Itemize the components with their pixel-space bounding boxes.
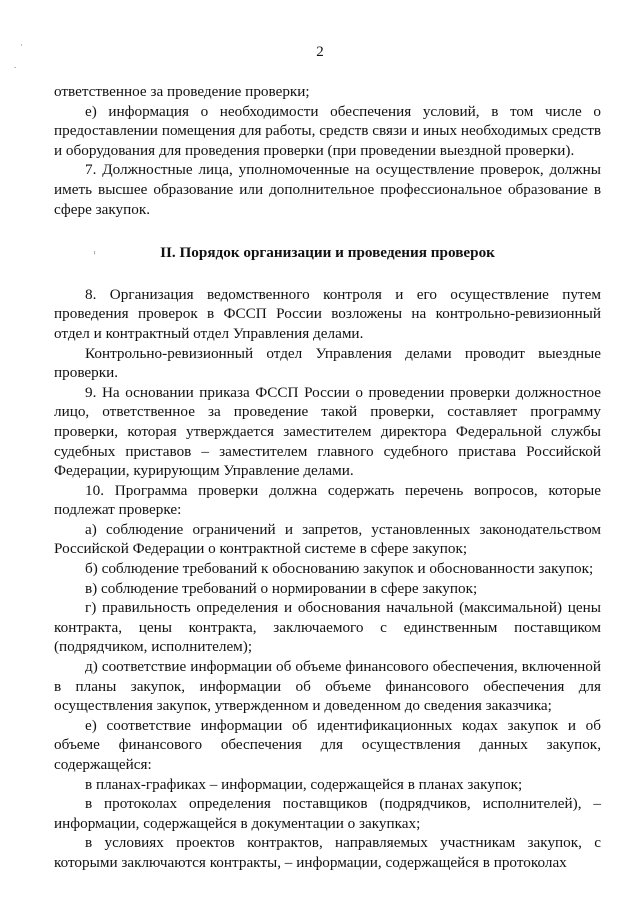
paragraph: 9. На основании приказа ФССП России о проведении проверки должностное лицо, ответственное за проведение такой проверки, составляет программу проверки, которая утверждается заместителем директора Федеральной службы судебных приставов – заместителем главного судебного пристава Российской Федерации, курирующим Управление делами. [54,383,601,480]
scan-artifact-mark: · [20,40,23,50]
scan-artifact-mark: . [14,60,17,70]
scan-artifact-mark: ⸯ [92,252,98,262]
page-number: 2 [316,44,324,60]
paragraph: ответственное за проведение проверки; [54,83,310,100]
paragraph: е) соответствие информации об идентификационных кодах закупок и об объеме финансового обеспечения для осуществления данных закупок, содержащейся: [54,716,601,773]
paragraph: 7. Должностные лица, уполномоченные на осуществление проверок, должны иметь высшее образование или дополнительное профессиональное образование в сфере закупок. [54,161,601,218]
paragraph: 8. Организация ведомственного контроля и его осуществление путем проведения проверок в ФССП России возложены на контрольно-ревизионный отдел и контрактный отдел Управления делами. [54,285,601,342]
document-body [54,82,601,873]
section-before-heading [54,82,601,219]
paragraph: в условиях проектов контрактов, направляемых участникам закупок, с которыми заключаются контракты, – информации, содержащейся в протоколах [54,834,601,871]
paragraph: Контрольно-ревизионный отдел Управления делами проводит выездные проверки. [54,344,601,382]
paragraph: е) информация о необходимости обеспечения условий, в том числе о предоставлении помещения для работы, средств связи и иных необходимых средств и оборудования для проведения проверки (при проведении выездной проверки). [54,102,601,159]
section-after-heading [54,285,601,873]
paragraph: а) соблюдение ограничений и запретов, установленных законодательством Российской Федерации о контрактной системе в сфере закупок; [54,520,601,558]
paragraph: г) правильность определения и обоснования начальной (максимальной) цены контракта, цены контракта, заключаемого с единственным поставщиком (подрядчиком, исполнителем); [54,599,601,656]
section-heading: II. Порядок организации и проведения проверок [160,244,495,262]
paragraph: д) соответствие информации об объеме финансового обеспечения, включенной в планы закупок, информации об объеме финансового обеспечения для осуществления закупок, утвержденном и доведенном до сведения заказчика; [54,658,601,715]
paragraph: б) соблюдение требований к обоснованию закупок и обоснованности закупок; [85,560,594,578]
paragraph: в) соблюдение требований о нормировании в сфере закупок; [85,579,478,597]
paragraph: в протоколах определения поставщиков (подрядчиков, исполнителей), – информации, содержащейся в документации о закупках; [54,795,601,832]
paragraph: 10. Программа проверки должна содержать перечень вопросов, которые подлежат проверке: [54,481,601,519]
paragraph: в планах-графиках – информации, содержащейся в планах закупок; [85,775,523,793]
